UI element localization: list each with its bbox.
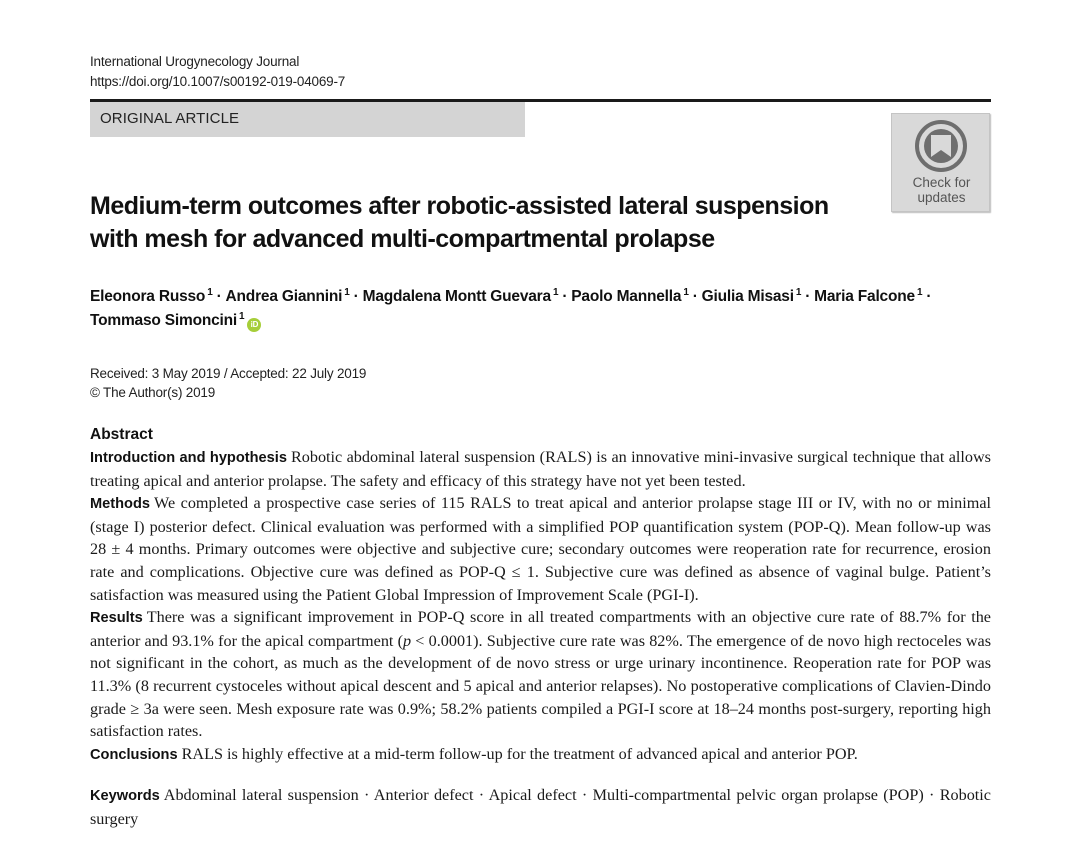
keywords: Keywords Abdominal lateral suspension · Anterior defect · Apical defect · Multi-compartmental pelvic organ prolapse (POP) · Robotic surgery (90, 786, 991, 828)
abstract-methods: Methods We completed a prospective case series of 115 RALS to treat apical and anterior prolapse stage III or IV, with no or minimal (stage I) posterior defect. Clinical evaluation was performed with a simplified POP quantification system (POP-Q). Mean follow-up was 28 ± 4 months. Primary outcomes were objective and subjective cure; secondary outcomes were reoperation rate for recurrence, erosion rate and complications. Objective cure was defined as POP-Q ≤ 1. Subjective cure was defined as absence of vaginal bulge. Patient’s satisfaction was measured using the Patient Global Impression of Improvement Scale (PGI-I). (90, 494, 991, 604)
abstract-introduction: Introduction and hypothesis Robotic abdominal lateral suspension (RALS) is an innovative mini-invasive surgical technique that allows treating apical and anterior prolapse. The safety and efficacy of this strategy have not yet been tested. (90, 448, 991, 490)
author[interactable]: Paolo Mannella $^1$ (571, 286, 689, 305)
author-list: Eleonora Russo $^1$ · Andrea Giannini $^1$ · Magdalena Montt Guevara $^1$ · Paolo Mannella $^1$ · Giulia Misasi $^1$ · Maria Falcone $^1$ · Tommaso Simoncini $^1$iD (90, 285, 1020, 333)
journal-name: International Urogynecology Journal (90, 54, 300, 69)
abstract-conclusions: Conclusions RALS is highly effective at a mid-term follow-up for the treatment of advanced apical and anterior POP. (90, 744, 858, 763)
orcid-icon[interactable]: iD (247, 318, 261, 332)
doi-link[interactable]: https://doi.org/10.1007/s00192-019-04069-7 (90, 74, 346, 89)
check-for-updates-label: Check for updates (912, 175, 971, 205)
publication-dates (90, 364, 366, 402)
section-bar (90, 102, 525, 137)
copyright: © The Author(s) 2019 (90, 385, 216, 400)
check-for-updates-icon (915, 120, 967, 172)
received-accepted: Received: 3 May 2019 / Accepted: 22 July 2019 (90, 366, 367, 381)
section-label: ORIGINAL ARTICLE (100, 110, 240, 127)
journal-header (90, 52, 345, 92)
abstract-section (90, 424, 991, 766)
abstract-results: Results There was a significant improvement in POP-Q score in all treated compartments with an objective cure rate of 88.7% for the anterior and 93.1% for the apical compartment (p < 0.0001). Subjective cure rate was 82%. The emergence of de novo high rectoceles was not significant in the cohort, as much as the development of de novo stress or urge urinary incontinence. Reoperation rate for POP was 11.3% (8 recurrent cystoceles without apical descent and 5 apical and anterior relapses). No postoperative complications of Clavien-Dindo grade ≥ 3a were seen. Mesh exposure rate was 0.9%; 58.2% patients compiled a PGI-I score at 18–24 months post-surgery, reporting high satisfaction rates. (90, 608, 991, 741)
author[interactable]: Eleonora Russo $^1$ (90, 286, 213, 305)
check-for-updates-badge[interactable] (891, 113, 990, 212)
article-title: Medium-term outcomes after robotic-assisted lateral suspension with mesh for advanced multi-compartmental prolapse (90, 192, 829, 253)
author[interactable]: Tommaso Simoncini $^1$ (90, 310, 245, 329)
author[interactable]: Magdalena Montt Guevara $^1$ (362, 286, 559, 305)
author[interactable]: Maria Falcone $^1$ (814, 286, 923, 305)
abstract-heading: Abstract (90, 426, 153, 443)
keywords-section (90, 784, 991, 830)
author[interactable]: Andrea Giannini $^1$ (225, 286, 350, 305)
author[interactable]: Giulia Misasi $^1$ (701, 286, 802, 305)
